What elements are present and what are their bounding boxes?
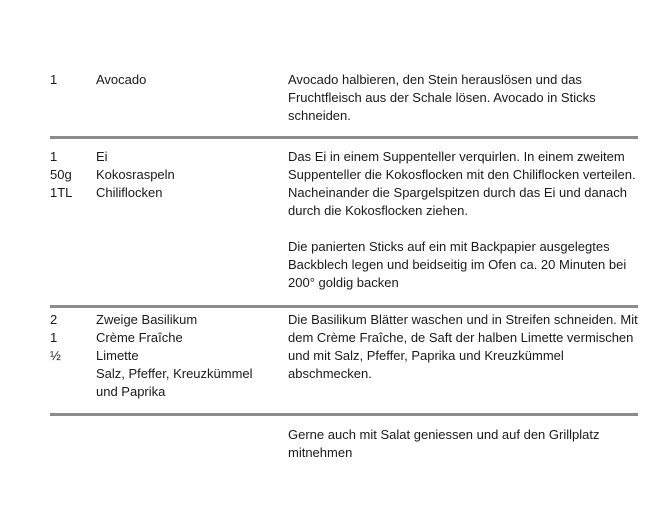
instruction-column bbox=[288, 71, 638, 125]
ingredient: und Paprika bbox=[96, 384, 166, 399]
recipe-step-breading bbox=[50, 148, 638, 305]
instruction-column bbox=[288, 311, 638, 383]
section-divider bbox=[50, 305, 638, 308]
instruction-text: Das Ei in einem Suppenteller verquirlen. In einem zweitem Suppenteller die Kokosflocken mit den Chiliflocken verteilen. Nacheinander die Spargelspitzen durch das Ei und danach durch die Kokosflocken ziehen. bbox=[288, 149, 636, 218]
ingredient: Ei bbox=[96, 149, 108, 164]
quantity-column bbox=[50, 71, 96, 89]
ingredient: Crème Fraîche bbox=[96, 330, 183, 345]
recipe-step-avocado bbox=[50, 71, 638, 136]
instruction-column bbox=[288, 148, 638, 292]
quantity: 1 bbox=[50, 72, 58, 87]
ingredient: Salz, Pfeffer, Kreuzkümmel bbox=[96, 366, 253, 381]
ingredient: Chiliflocken bbox=[96, 185, 163, 200]
ingredient: Kokosraspeln bbox=[96, 167, 175, 182]
instruction-column bbox=[288, 426, 638, 462]
section-divider bbox=[50, 413, 638, 416]
ingredient-column bbox=[96, 311, 288, 401]
ingredient-column bbox=[96, 148, 288, 202]
quantity: 1TL bbox=[50, 185, 73, 200]
ingredient: Avocado bbox=[96, 72, 147, 87]
ingredient-column bbox=[96, 71, 288, 89]
ingredient: Limette bbox=[96, 348, 139, 363]
quantity-column bbox=[50, 311, 96, 365]
recipe-table bbox=[50, 71, 638, 462]
quantity: 1 bbox=[50, 330, 58, 345]
quantity: 2 bbox=[50, 312, 58, 327]
section-divider bbox=[50, 136, 638, 139]
ingredient: Zweige Basilikum bbox=[96, 312, 198, 327]
instruction-text: Die panierten Sticks auf ein mit Backpapier ausgelegtes Backblech legen und beidseitig im Ofen ca. 20 Minuten bei 200° goldig backen bbox=[288, 239, 627, 290]
quantity: 50g bbox=[50, 167, 72, 182]
note-text: Gerne auch mit Salat geniessen und auf den Grillplatz mitnehmen bbox=[288, 427, 600, 460]
instruction-text: Avocado halbieren, den Stein herauslösen und das Fruchtfleisch aus der Schale lösen. Avocado in Sticks schneiden. bbox=[288, 72, 596, 123]
instruction-text: Die Basilikum Blätter waschen und in Streifen schneiden. Mit dem Crème Fraîche, de Saft der halben Limette vermischen und mit Salz, Pfeffer, Paprika und Kreuzkümmel abschmecken. bbox=[288, 312, 638, 381]
recipe-step-dip bbox=[50, 311, 638, 413]
recipe-note bbox=[50, 426, 638, 462]
quantity-column bbox=[50, 148, 96, 202]
quantity: 1 bbox=[50, 149, 58, 164]
quantity: ½ bbox=[50, 348, 61, 363]
